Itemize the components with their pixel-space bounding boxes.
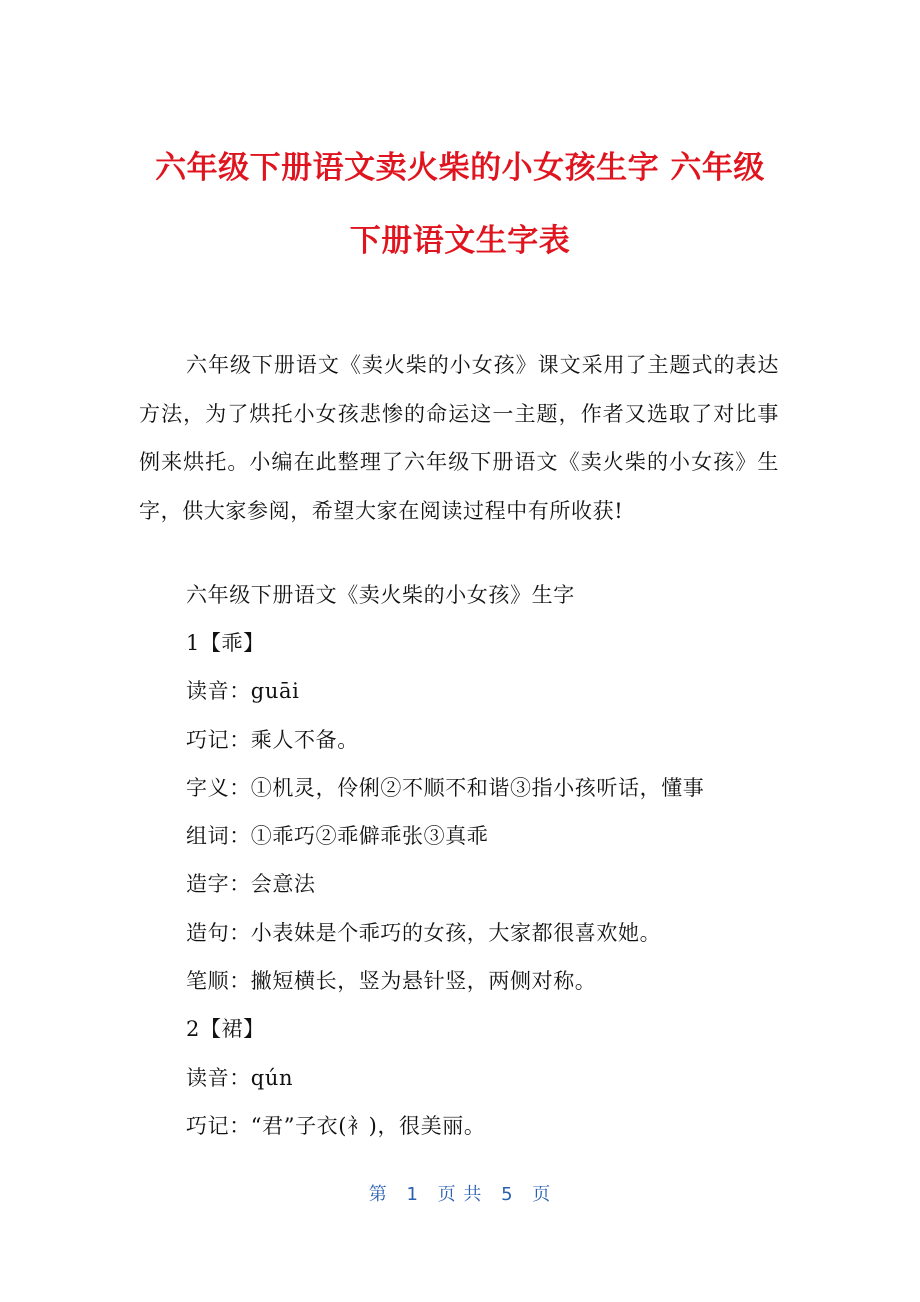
char2-heading: 2【裙】 <box>186 1017 265 1041</box>
footer-label-of: 页 共 <box>437 1184 483 1205</box>
char1-words: 组词：①乖巧②乖僻乖张③真乖 <box>186 824 489 848</box>
char1-formation: 造字：会意法 <box>186 872 316 896</box>
char1-strokes: 笔顺：撇短横长，竖为悬针竖，两侧对称。 <box>186 969 597 993</box>
char1-memo: 巧记：乘人不备。 <box>186 728 359 752</box>
section-heading: 六年级下册语文《卖火柴的小女孩》生字 <box>186 583 575 607</box>
char2-memo: 巧记：“君”子衣(衤)，很美丽。 <box>186 1114 486 1138</box>
char1-reading: 读音：guāi <box>186 679 300 703</box>
footer-page-number: 1 <box>406 1184 419 1205</box>
page-footer <box>0 1186 920 1204</box>
char1-heading: 1【乖】 <box>186 631 265 655</box>
footer-total-pages: 5 <box>501 1184 514 1205</box>
char1-sentence: 造句：小表妹是个乖巧的女孩，大家都很喜欢她。 <box>186 921 662 945</box>
footer-label-pages: 页 <box>532 1184 552 1205</box>
intro-paragraph: 六年级下册语文《卖火柴的小女孩》课文采用了主题式的表达方法，为了烘托小女孩悲惨的命运这一主题，作者又选取了对比事例来烘托。小编在此整理了六年级下册语文《卖火柴的小女孩》生字，供大家参阅，希望大家在阅读过程中有所收获! <box>139 353 779 523</box>
char2-reading: 读音：qún <box>186 1066 294 1090</box>
char1-meaning: 字义：①机灵，伶俐②不顺不和谐③指小孩听话，懂事 <box>186 776 705 800</box>
footer-label-page: 第 <box>368 1184 388 1205</box>
document-title-line-1: 六年级下册语文卖火柴的小女孩生字 六年级 <box>155 150 765 186</box>
document-title-line-2: 下册语文生字表 <box>349 223 571 259</box>
